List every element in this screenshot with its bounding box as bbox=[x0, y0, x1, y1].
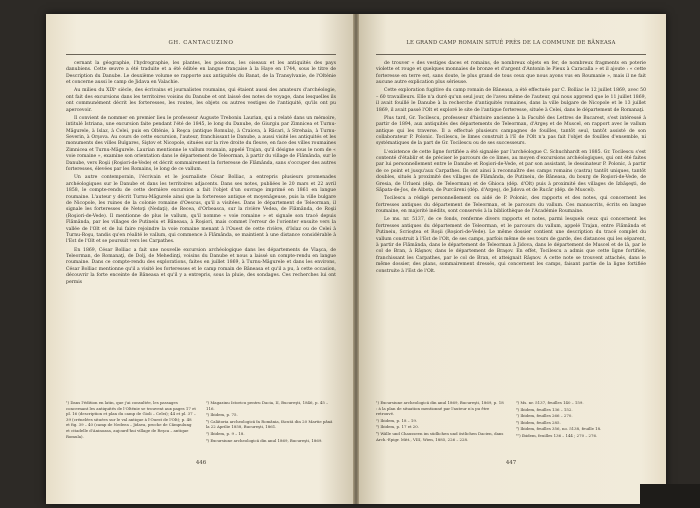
left-paragraph: cernant la géographie, l'hydrographie, les plantes, les poissons, les oiseaux et les antiquités des pays danubiens. Cette œuvre a été traduite et a été éditée en langue française à la Haye en 1744, sous le titre de Description du Danube. Le deuxième volume se rapporte aux antiquités du Banat, de la Transylvanie, de l'Olténie et concerne aussi le camp de Jidava en Valachie. bbox=[66, 61, 336, 86]
right-footnotes bbox=[376, 400, 646, 443]
footnote: ⁵) Ms. nr. 5137, feuilles 140 – 159. bbox=[516, 400, 584, 405]
open-book bbox=[46, 14, 666, 504]
right-paragraph: Le ms. nr. 5137, de ce fonds, renferme divers rapports et notes, parmi lesquels ceux qui concernent les fortresses antiques du département de Teleorman, et le parcours du vallum, appelé Trajan, entre Flămânda et Putineiu, Scrioştea et Roşii (Roşiori-de-Vede). Le même dossier contient une description du tracé complet du vallum construit à l'Est de l'Olt, de ses camps, parfois même de ses tours de garde, des distances qui les séparent, à partir de Flămânda, dans le département de Teleorman à Jidova, dans le département de Muscel et de là, par le col de Bran, à Râşnov, dans le département de Braşov. En effet, Tocilescu a admis que cette ligne fortifiée, franchissant les Carpathes, par le col de Bran, et atteignait Râşnov. A cette note se trouvent attachés, dans le même dossier, des plans, sommairement dressés, qui concernent les camps, faisant partie de la ligne fortifiée construite à l'Est de l'Olt. bbox=[376, 217, 646, 274]
right-running-header: LE GRAND CAMP ROMAIN SITUÉ PRÈS DE LA COMMUNE DE BĂNEASA bbox=[406, 40, 616, 46]
footnote: ⁹) Ibidem, feuilles 356, no. 5138, feuille 18. bbox=[516, 426, 602, 432]
footnote: ¹) Dans l'édition en latin, que j'ai consultée, les passages concernant les antiquités de l'Olténie se trouvent aux pages 17 et pl. 16 (description et plan du camp de Gioli – Celei); 44 et pl. 37 – 39 (crénelées situées sur le val antique à l'Ouest de l'Olt); p. 48 et fig. 39 – 40 (camp de Nedeea – Jidava, proche de Câmpulung et citadelle d'Aninoasa, aujourd'hui village de Reşca – antique Romula). bbox=[66, 400, 196, 439]
footnote: ⁵) Ibidem, p. 9 – 18. bbox=[206, 430, 245, 436]
scan-corner-shadow bbox=[640, 484, 700, 508]
left-paragraph: Au milieu du XIXᵉ siècle, des écrivains et journalistes roumains, qui étaient aussi des amateurs d'archéologie, ont fait des excursions dans les territoires voisins du Danube et ont laissé des notes de voyage, dans lesquelles ils ont communément décrit les forteresses, les routes, les objets ou autres vestiges de l'antiquité, qu'ils ont pu apercevoir. bbox=[66, 88, 336, 113]
footnote: ²) Magazinu Istoricu pentru Dacia, II, Bucureşti, 1846, p. 45 – 116. bbox=[206, 400, 329, 411]
left-paragraph: En 1869, César Bolliac a fait une nouvelle excursion archéologique dans les départements de Vlaşca, de Teleorman, de Romanaţi, de Dolj, de Mehedinţi, voisins du Danube et nous a laissé un compte-rendu en langue roumaine. Dans ce compte-rendu des explorations, faites en juillet 1869, à Turnu-Măgurele et dans les environs, César Bolliac mentionne qu'il a visité les forteresses et le camp romain de Băneasa et qu'il a pu, à cette occasion, découvrir la forte enceinte de Băneasa et qu'il y a entrepris, sous la pluie, des sondages. Ces recherches lui ont permis bbox=[66, 247, 336, 285]
right-paragraph: de trouver « des vestiges daces et romains, de nombreux objets en fer, de nombreux fragments en poterie violette et rouge et quelques monnaies de bronze et d'argent d'Antonin le Pieux à Caracalla » et il ajoute : « cette forteresse en terre est, sans doute, le plus grand de tous ceux que nous ayons vus en Roumanie », mais il ne fait aucune autre explication plus sérieuse. bbox=[376, 61, 646, 86]
right-paragraph: Tocilescu a rédigé personnellement ou aidé de P. Polonic, des rapports et des notes, qui concernent les fortresses antiques du département de Teleorman, et le parcours du vallum. Ces manuscrits, écrits en langue roumaine, en majorité inédits, sont conservés à la bibliothèque de l'Académie Roumaine. bbox=[376, 196, 646, 215]
right-paragraph: L'existence de cette ligne fortifiée a été signalée par l'archéologue C. Schuchhardt en 1885. Gr. Tocilescu s'est contenté d'établir et de préciser le parcours de ce limes, au moyen d'excursions archéologiques, qui ont été faites par lui personnellement entre le Danube et Roşiori-de-Vede, et par son assistant, le dessinateur P. Polonic, à partir de ce point et jusqu'aux Carpathes. Ils ont ainsi à reconnaître des camps romains (castra) tantôt uniques, tantôt doubles, situés à proximité des villages de Flămânda, de Putineiu, de Băneasa, du bourg de Roşiori-de-Vede, de Gresia, de Urlueni (dép. de Teleorman) et de Ghioca (dép. d'Olt) puis à proximité des villages de Izbăşeşti, de Săpata-de-Jos, de Albota, de Purcăreni (dép. d'Argeş), de Jidova et de Rucăr (dép. de Muscel). bbox=[376, 149, 646, 194]
left-page bbox=[46, 14, 356, 504]
left-footnotes bbox=[66, 400, 336, 444]
left-paragraph: Un autre contemporain, l'écrivain et le journaliste César Bolliac, a entrepris plusieurs promenades archéologiques sur le Danube et dans les territoires adjacents. Dans ses notes, publiées le 20 mars et 22 avril 1858, le compte-rendu de cette dernière excursion a fait l'objet d'un ouvrage imprimé en 1861 en langue roumaine. L'auteur y décrit Turnu-Măgurele ainsi que la forteresse antique et moyenâgeuse, puis la ville bulgare de Nicopole, les ruines de la colonie romaine d'Oescus, qu'il a visitées. Dans le département de Teleorman, il signale les forteresses de Netoţi (Nedaţi), de Recea, d'Orbeasca, sur la rivière Vedea, de Flămânda, de Roşii (Roşiori-de-Vede). Il mentionne de plus le vallum, qu'il nomme « voie romaine » et signale son tracé depuis Flămânda, par les villages de Putineiu et Băneasa, à Roşiori, mais commet l'erreur de l'orienter ensuite vers la vallée de l'Olt et de lui faire rejoindre la voie romaine menant à l'Ouest de cette rivière, d'Islaz ou de Celei à Turnu-Roşu, tandis qu'en réalité le vallum, qui commence à Flămânda, se maintient à une distance considérable à l'Est de l'Olt et se poursuit vers les Carpathes. bbox=[66, 175, 336, 245]
left-paragraph: Il convient de nommer en premier lieu le professeur Auguste Treboniu Laurian, qui a relaté dans un mémoire, intitulé Istriana, une excursion faite pendant l'été de 1845, le long du Danube, de Giurgiu par Zimnicea et Turnu-Măgurele, à Islaz, à Celei, puis en Olténie, à Reşca (antique Romula), à Craiova, à Răcari, à Strehaia, à Turnu-Severin, à Orşova. Au cours de cette excursion, l'auteur, franchissant le Danube, a aussi visité les antiquités et les monuments des villes Bulgares, Siştov et Nicopole, situées sur la rive droite du fleuve, en face des villes roumaines Zimnicea et Turnu-Măgurele. Laurian mentionne le vallum roumain, appelé Trajan, qu'il désigne sous le nom de « voie romaine », examine son orientation dans le département de Teleorman, à partir du village de Flămânda, sur le Danube, vers Roşii (Roşiori-de-Vede) et décrit sommairement la forteresse de Flămânda, sans s'occuper des autres forteresses, élevées par les Romains, le long de ce vallum. bbox=[66, 115, 336, 173]
left-header-rule bbox=[66, 54, 336, 55]
right-footnote-column bbox=[376, 400, 506, 443]
right-page bbox=[356, 14, 666, 504]
footnote: ¹⁰) Ibidem, feuilles 136 – 144 ; 270 – 276. bbox=[516, 432, 598, 438]
right-body-text bbox=[376, 61, 646, 275]
footnote: ¹) Excursiune archeologică din anul 1869, Bucureşti, 1869, p. 18 : à la plan de situation mentionné par l'auteur n'a pu être retrouvé. bbox=[376, 400, 504, 417]
footnote: ³) Ibidem, p. 17 et 20. bbox=[376, 424, 419, 430]
left-running-header: GH. CANTACUZINO bbox=[168, 40, 234, 46]
right-page-number: 447 bbox=[505, 460, 517, 466]
left-footnote-column bbox=[206, 400, 336, 444]
right-paragraph: Plus tard, Gr. Tocilescu, professeur d'histoire ancienne à la Faculté des Lettres de Bucarest, s'est intéressé à partir de 1894, aux antiquités des départements de Teleorman, d'Argeş et de Muscel, en rapport avec le vallum antique qui les traverse. Il a effectué plusieurs campagnes de fouilles, tantôt seul, tantôt assisté de son collaborateur P. Polonic. Tocilescu, le limes construit à l'E de l'Olt n'a pas fait l'objet de fouilles d'ensemble, ni systématiques de la part de Gr. Tocilescu ou de ses successeurs. bbox=[376, 115, 646, 147]
footnote: ⁴) Calătoria archeologică în România, făcută din 20 Martie până la 22 Aprilie 1858, Bucureşti, 1861. bbox=[206, 418, 333, 430]
right-paragraph: Cette exploration fugitive du camp romain de Băneasa, a été effectuée par C. Bolliac le 12 juillet 1869, avec 50 – 60 travailleurs. Elle n'a duré qu'un seul jour, de l'aveu même de l'auteur, qui nous apprend que le 11 juillet 1869, il avait fouillé le Danube à la recherche d'antiquités romaines, dans la ville bulgare de Nicopole et le 13 juillet 1869, il avait passé l'Olt et exploré le site de l'antique forteresse, située à Celei, dans le département de Romanaţi. bbox=[376, 88, 646, 113]
footnote: ⁶) Ibidem, feuilles 136 – 152. bbox=[516, 406, 573, 412]
right-footnote-column bbox=[516, 400, 646, 443]
right-header-rule bbox=[376, 54, 646, 55]
footnote: ⁷) Ibidem, feuilles 266 – 270. bbox=[516, 413, 573, 419]
left-footnote-column bbox=[66, 400, 196, 444]
left-body-text bbox=[66, 61, 336, 286]
footnote: ⁸) Ibidem, feuilles 285. bbox=[516, 419, 561, 425]
footnote: ⁴) Wälle und Chausseen im südlichen und östlichen Dacien, dans Arch.-Epigr. Mitt., VIII, Wien, 1885, 226 – 228. bbox=[376, 430, 504, 442]
footnote: ⁶) Excursiune archeologică din anul 1869, Bucureşti, 1869. bbox=[206, 437, 323, 443]
footnote: ²) Ibidem, p. 18 – 19. bbox=[376, 417, 418, 423]
book-spine bbox=[353, 14, 359, 504]
left-page-number: 446 bbox=[195, 460, 207, 466]
footnote: ³) Ibidem, p. 75. bbox=[206, 412, 238, 418]
